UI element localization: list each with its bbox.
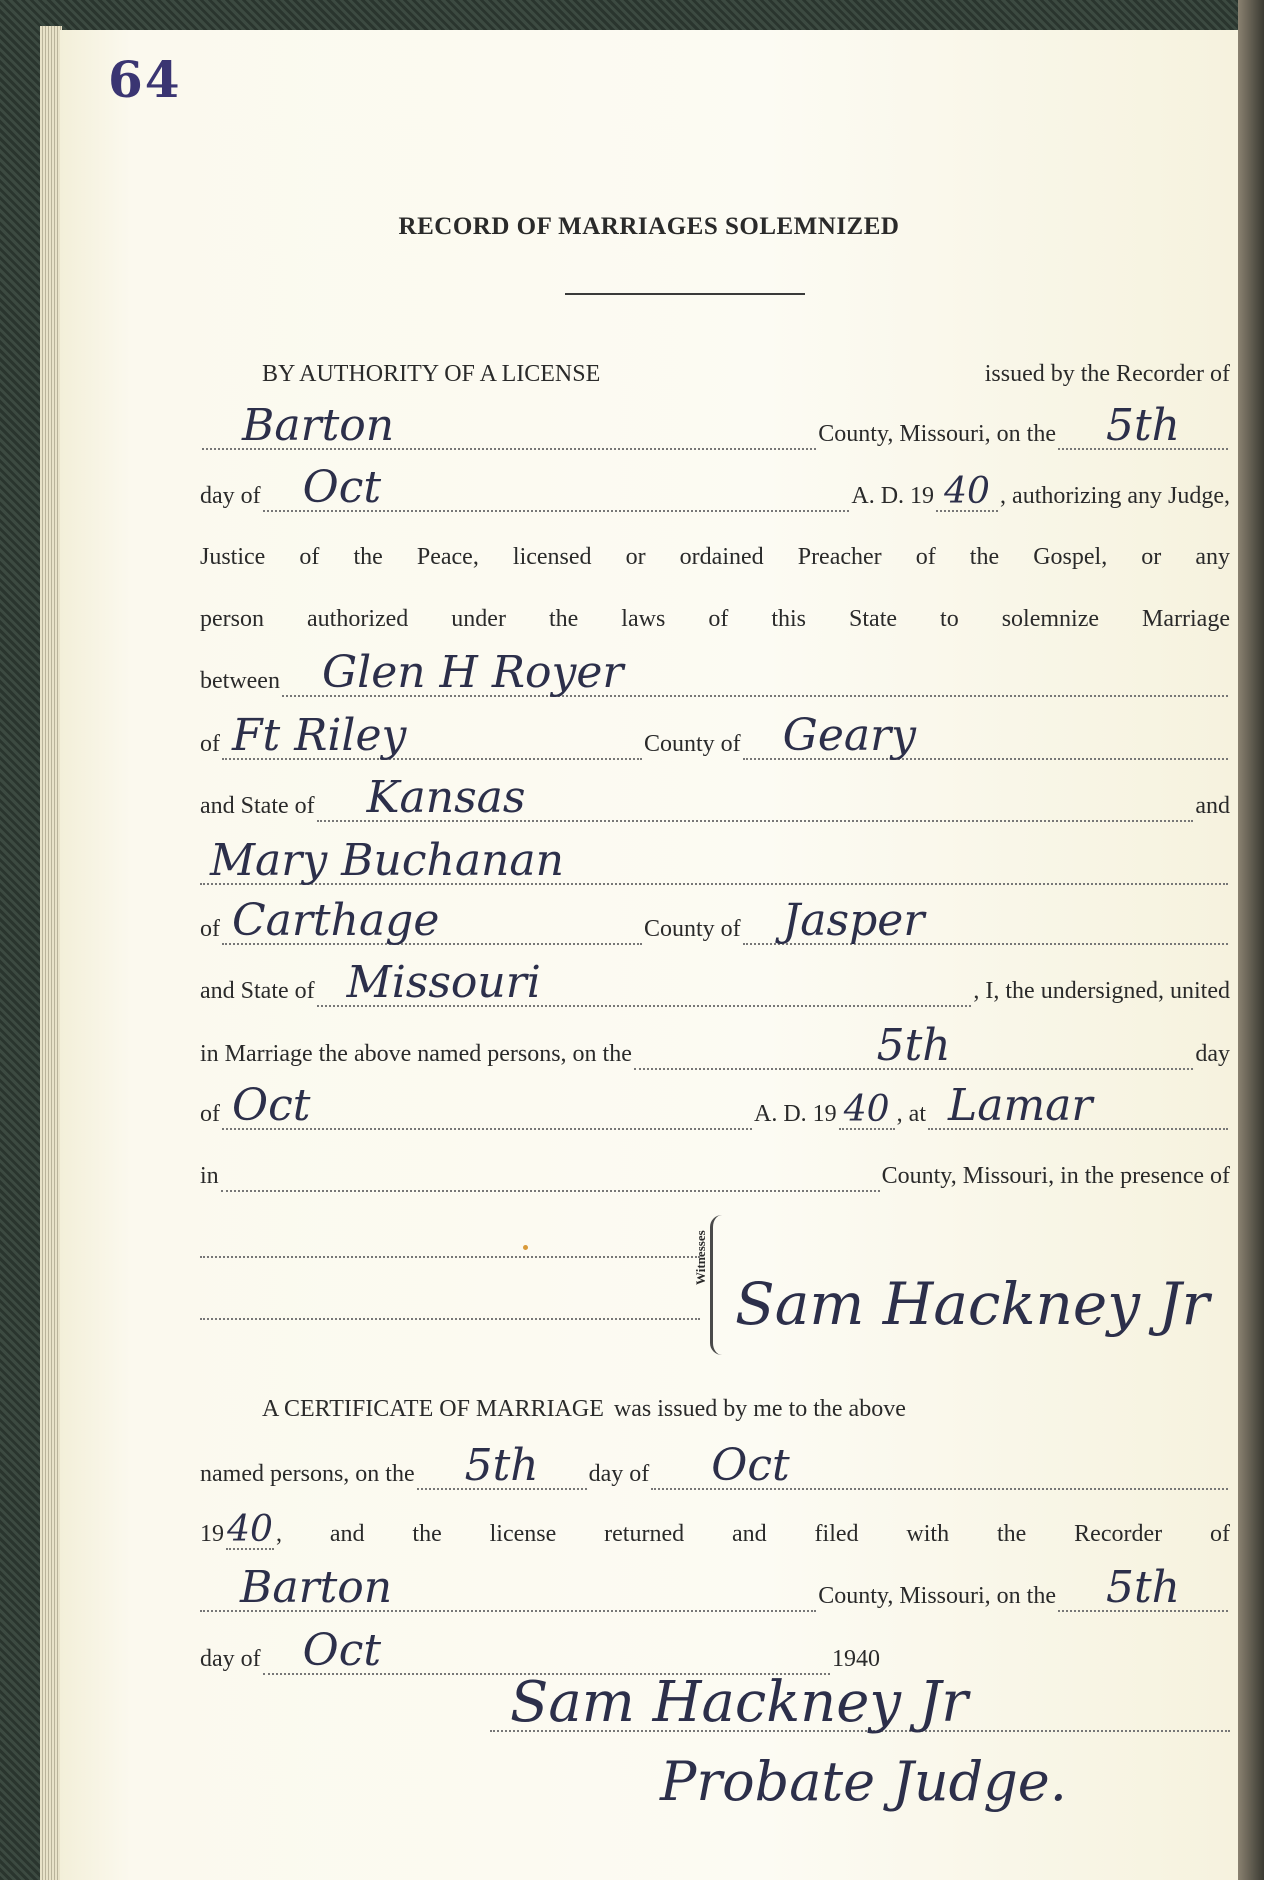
marriage-place-field	[928, 1080, 1228, 1131]
license-year-value: 40	[944, 471, 990, 512]
undersigned-text: , I, the undersigned, united	[973, 978, 1230, 1004]
groom-state-line	[200, 772, 1230, 823]
named-persons-text: named persons, on the	[200, 1461, 415, 1487]
groom-state-field	[317, 772, 1194, 823]
filed-date-line	[200, 1625, 880, 1676]
of-text-3: of	[200, 1101, 220, 1127]
presence-line	[200, 1152, 1230, 1192]
marriage-month-value: Oct	[232, 1080, 311, 1131]
witnesses-label: Witnesses	[693, 1230, 708, 1285]
license-county-line	[200, 400, 1230, 451]
filed-county-value: Barton	[240, 1562, 393, 1613]
ad-19-text: A. D. 19	[851, 483, 935, 509]
day-of-text-3: day of	[200, 1646, 261, 1672]
marriage-county-field	[221, 1150, 880, 1192]
of-text: of	[200, 731, 220, 757]
at-text: , at	[896, 1101, 926, 1127]
cert-month-value: Oct	[711, 1440, 790, 1491]
cert-month-field	[651, 1440, 1228, 1491]
groom-city-field	[222, 710, 642, 761]
marriage-month-field	[222, 1080, 752, 1131]
title-divider	[565, 293, 805, 295]
by-authority-text: BY AUTHORITY OF A LICENSE	[262, 361, 601, 387]
bride-county-value: Jasper	[782, 895, 925, 946]
issued-by-text: issued by the Recorder of	[984, 361, 1230, 387]
page-stack-edge	[40, 26, 62, 1880]
bride-name-line	[200, 835, 1230, 886]
between-text: between	[200, 668, 280, 694]
book-top-edge	[0, 0, 1264, 30]
certificate-date-line	[200, 1440, 1230, 1491]
bride-city-value: Carthage	[232, 895, 440, 946]
presence-of-text: County, Missouri, in the presence of	[881, 1163, 1230, 1189]
bride-city-field	[222, 895, 642, 946]
filed-day-value: 5th	[1105, 1562, 1180, 1613]
in-text: in	[200, 1163, 219, 1189]
of-text-2: of	[200, 916, 220, 942]
witnesses-brace	[710, 1215, 731, 1355]
county-of-text-2: County of	[644, 916, 741, 942]
license-day-value: 5th	[1105, 400, 1180, 451]
book-right-edge	[1238, 0, 1264, 1880]
ink-speck	[523, 1245, 528, 1250]
marriage-year-field	[839, 1088, 895, 1130]
license-county-field	[202, 400, 816, 451]
marriage-day-field	[634, 1020, 1193, 1071]
marriage-day-value: 5th	[876, 1020, 951, 1071]
certificate-rest-text: was issued by me to the above	[613, 1396, 906, 1422]
license-year-field	[936, 470, 998, 512]
judge-title: Probate Judge.	[660, 1750, 1067, 1813]
ad-19-text-2: A. D. 19	[754, 1101, 837, 1127]
groom-name-line	[200, 647, 1230, 698]
license-intro-line	[200, 350, 1230, 390]
groom-name-field	[282, 647, 1228, 698]
marriage-year-value: 40	[843, 1089, 890, 1130]
cert-day-field	[417, 1440, 587, 1491]
justice-line	[200, 533, 1230, 573]
groom-name-value: Glen H Royer	[321, 647, 624, 698]
filed-county-line	[200, 1562, 1230, 1613]
person-authorized-line	[200, 595, 1230, 635]
day-of-text: day of	[200, 483, 261, 509]
day-text: day	[1195, 1041, 1230, 1067]
person-authorized-text: person authorized under the laws of this State to solemnize Marriage	[200, 606, 1230, 632]
bride-state-value: Missouri	[346, 957, 541, 1008]
license-date-line	[200, 462, 1230, 513]
groom-county-field	[743, 710, 1228, 761]
filed-county-field	[200, 1562, 816, 1613]
license-month-value: Oct	[302, 462, 382, 513]
cert-year-value: 40	[227, 1509, 273, 1550]
cert-year-field	[226, 1508, 274, 1550]
day-of-text-2: day of	[588, 1461, 650, 1487]
groom-county-value: Geary	[782, 710, 916, 761]
marriage-place-value: Lamar	[948, 1080, 1093, 1131]
cert-day-value: 5th	[464, 1440, 539, 1491]
filed-month-field	[263, 1625, 830, 1676]
bride-residence-line	[200, 895, 1230, 946]
license-day-field	[1058, 400, 1228, 451]
and-state-of-text-2: and State of	[200, 978, 315, 1004]
filed-year-text: 1940	[832, 1646, 880, 1672]
justice-text: Justice of the Peace, licensed or ordained Preacher of the Gospel, or any	[200, 544, 1230, 570]
bride-name-field	[200, 835, 1228, 886]
groom-state-value: Kansas	[366, 772, 526, 823]
bride-state-line	[200, 957, 1230, 1008]
certificate-line	[200, 1385, 1230, 1425]
nineteen-text: 19	[200, 1521, 224, 1547]
county-of-text: County of	[644, 731, 741, 757]
officiant-signature: Sam Hackney Jr	[735, 1270, 1210, 1338]
county-missouri-text: County, Missouri, on the	[818, 421, 1056, 447]
license-month-field	[263, 462, 850, 513]
page-number: 64	[108, 50, 182, 109]
license-returned-text: , and the license returned and filed with the Recorder of	[276, 1521, 1230, 1547]
groom-city-value: Ft Riley	[232, 710, 407, 761]
record-page	[60, 30, 1238, 1880]
license-returned-line	[200, 1510, 1230, 1550]
and-text: and	[1195, 793, 1230, 819]
filed-day-field	[1058, 1562, 1228, 1613]
and-state-of-text: and State of	[200, 793, 315, 819]
marriage-month-line	[200, 1080, 1230, 1131]
license-county-value: Barton	[242, 400, 395, 451]
bride-name-value: Mary Buchanan	[210, 835, 564, 886]
page-title: RECORD OF MARRIAGES SOLEMNIZED	[398, 213, 900, 240]
certificate-intro-text: A CERTIFICATE OF MARRIAGE	[262, 1396, 604, 1422]
groom-residence-line	[200, 710, 1230, 761]
filed-month-value: Oct	[302, 1625, 382, 1676]
bride-state-field	[317, 957, 972, 1008]
judge-signature: Sam Hackney Jr	[510, 1670, 969, 1735]
bride-county-field	[743, 895, 1228, 946]
witness-line-2	[200, 1318, 700, 1320]
marriage-date-line	[200, 1020, 1230, 1071]
authorizing-text: , authorizing any Judge,	[1000, 483, 1230, 509]
in-marriage-text: in Marriage the above named persons, on the	[200, 1041, 632, 1067]
county-missouri-text-2: County, Missouri, on the	[818, 1583, 1056, 1609]
witness-line-1	[200, 1256, 700, 1258]
